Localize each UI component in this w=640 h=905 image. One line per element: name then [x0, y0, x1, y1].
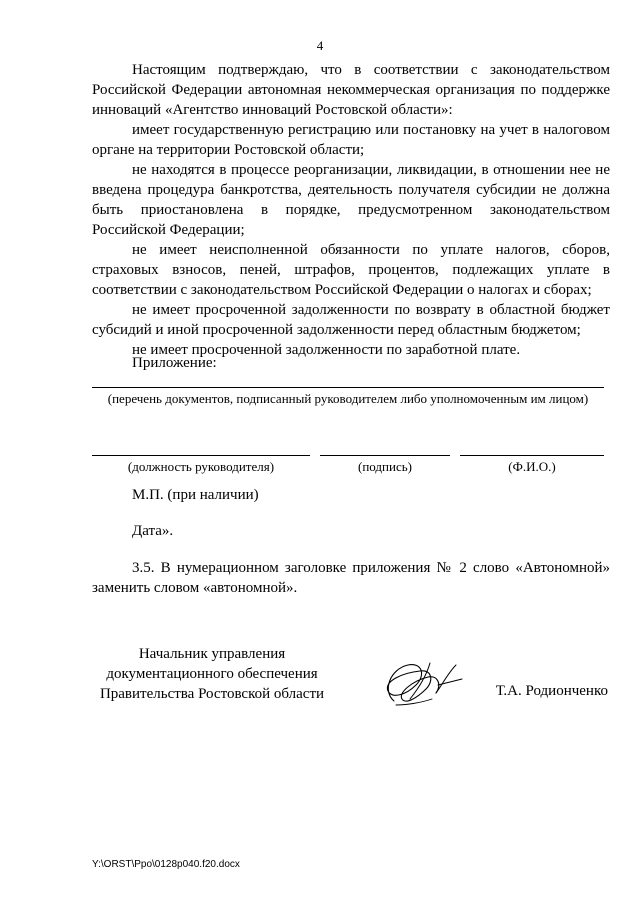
stamp-place: М.П. (при наличии): [132, 487, 259, 503]
paragraph-reorganization: не находятся в процессе реорганизации, ликвидации, в отношении нее не введена процедура банкротства, деятельность получателя субсидии не должна быть приостановлена в порядке, предусмотренном законодательством Российской Федерации;: [92, 162, 610, 238]
paragraph-intro: Настоящим подтверждаю, что в соответствии с законодательством Российской Федерации автономная некоммерческая организация по поддержке инноваций «Агентство инноваций Ростовской области»:: [92, 62, 610, 118]
signatory-title: [92, 644, 332, 704]
signature-line: [320, 455, 450, 456]
confirmation-text: [92, 60, 610, 360]
paragraph-registration: имеет государственную регистрацию или постановку на учет в налоговом органе на территории Ростовской области;: [92, 122, 610, 158]
signatory-name: Т.А. Родионченко: [495, 683, 608, 699]
amendment-text: [92, 558, 610, 598]
signature-caption: (подпись): [358, 459, 412, 474]
paragraph-budget-debt: не имеет просроченной задолженности по возврату в областной бюджет субсидий и иной просроченной задолженности перед областным бюджетом;: [92, 302, 610, 338]
appendix-label: Приложение:: [132, 355, 217, 371]
signatory-title-line: Начальник управления: [138, 646, 286, 662]
date-label: Дата».: [132, 523, 174, 539]
position-caption: (должность руководителя): [127, 459, 275, 474]
paragraph-taxes: не имеет неисполненной обязанности по уплате налогов, сборов, страховых взносов, пеней, штрафов, процентов, подлежащих уплате в соответствии с законодательством Российской Федерации о налогах и сборах;: [92, 242, 610, 298]
paragraph-salary-debt: не имеет просроченной задолженности по заработной плате.: [132, 342, 521, 358]
page-number: 4: [316, 38, 324, 53]
amendment-paragraph: 3.5. В нумерационном заголовке приложения № 2 слово «Автономной» заменить словом «автономной».: [92, 560, 610, 596]
documents-line: [92, 387, 604, 388]
name-caption: (Ф.И.О.): [508, 459, 556, 474]
name-line: [460, 455, 604, 456]
documents-caption: (перечень документов, подписанный руководителем либо уполномоченным им лицом): [107, 391, 589, 406]
file-path: Y:\ORST\Ppo\0128p040.f20.docx: [92, 859, 240, 870]
signatory-title-line: документационного обеспечения: [106, 666, 318, 682]
position-line: [92, 455, 310, 456]
signatory-title-line: Правительства Ростовской области: [99, 686, 325, 702]
handwritten-signature: [376, 655, 468, 715]
